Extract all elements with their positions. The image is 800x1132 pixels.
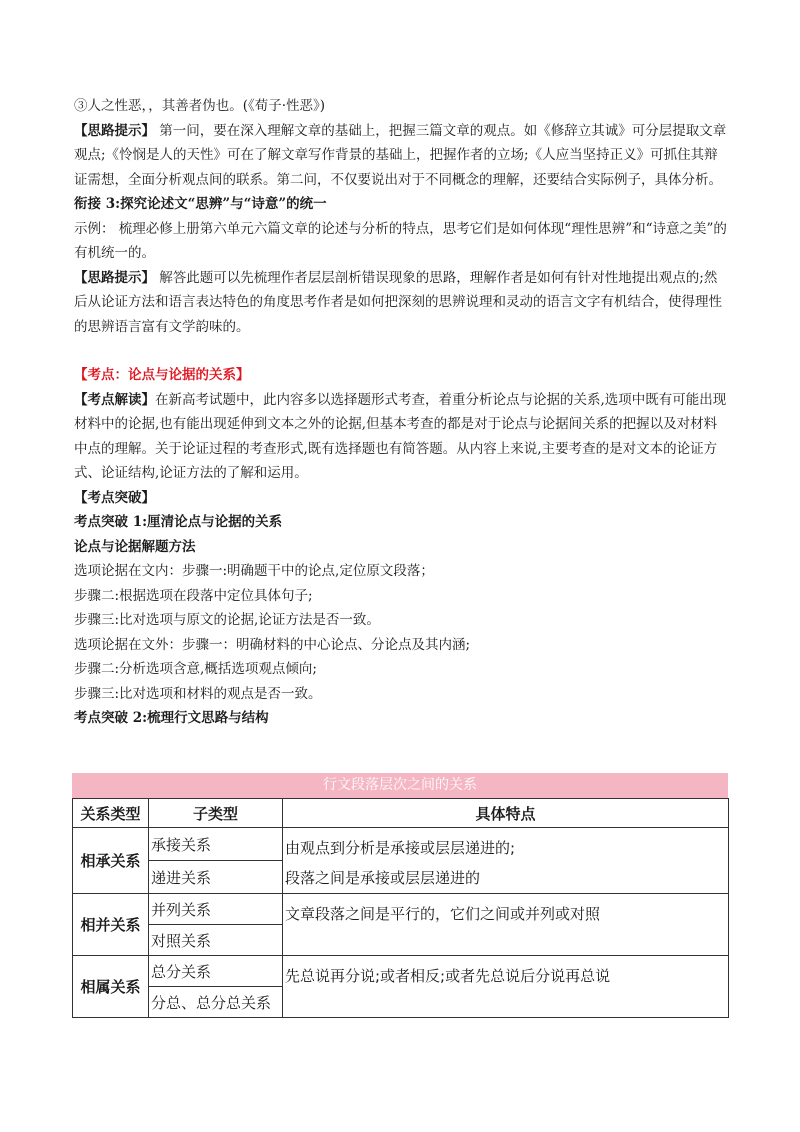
hint-text: 第一问，要在深入理解文章的基础上，把握三篇文章的观点。如《修辞立其诚》可分层提取文章观点;《怜悯是人的天性》可在了解文章写作背景的基础上，把握作者的立场;《人应当坚持正义》可抓住其辩证需想，全面分析观点间的联系。第二问，不仅要说出对于不同概念的理解，还要结合实际例子，具体分析。 [74, 122, 727, 188]
subtype-cell: 递进关系 [149, 861, 283, 894]
tupo-1-heading: 考点突破 1:厘清论点与论据的关系 [74, 514, 283, 530]
feature-line: 由观点到分析是承接或层层递进的; [285, 839, 516, 857]
step-line: 步骤二:分析选项含意,概括选项观点倾向; [74, 661, 317, 677]
hint-paragraph-2 [74, 266, 730, 340]
jiedu-label: 【考点解读】 [74, 391, 155, 408]
feature-cell [283, 956, 729, 1018]
feature-line: 文章段落之间是平行的，它们之间或并列或对照 [285, 905, 601, 923]
feature-line: 段落之间是承接或层层递进的 [285, 869, 481, 887]
relation-type-cell: 相并关系 [73, 894, 149, 956]
quote-line: ③人之性恶，，其善者伪也。(《荀子·性恶》) [74, 98, 326, 114]
step-line: 步骤三:比对选项和材料的观点是否一致。 [74, 685, 322, 702]
hint-paragraph-1 [74, 119, 730, 193]
hint-label: 【思路提示】 [74, 122, 155, 139]
table-row [73, 828, 729, 861]
subtype-cell: 并列关系 [149, 894, 283, 925]
hint-text: 解答此题可以先梳理作者层层剖析错误现象的思路，理解作者是如何有针对性地提出观点的;然后从论证方法和语言表达特色的角度思考作者是如何把深刻的思辨说理和灵动的语言文字有机结合，使得理性的思辨语言富有文学韵味的。 [74, 269, 722, 335]
header-cell: 子类型 [149, 799, 283, 828]
feature-cell [283, 894, 729, 956]
table-row [73, 956, 729, 987]
table-row [73, 894, 729, 925]
method-heading: 论点与论据解题方法 [74, 538, 196, 555]
subtype-cell: 承接关系 [149, 828, 283, 861]
example-paragraph: 示例： 梳理必修上册第六单元六篇文章的论述与分析的特点，思考它们是如何体现“理性思辨”和“诗意之美”的有机统一的。 [74, 220, 727, 261]
jiedu-text: 在新高考试题中，此内容多以选择题形式考查，着重分析论点与论据的关系,选项中既有可能出现材料中的论据,也有能出现延伸到文本之外的论据,但基本考查的都是对于论点与论据间关系的把握以及对材料中点的理解。关于论证过程的考查形式,既有选择题也有简答题。从内容上来说,主要考查的是对文本的论证方式、论证结构,论证方法的了解和运用。 [74, 391, 727, 481]
feature-cell [283, 828, 729, 894]
jiedu-paragraph [74, 388, 730, 486]
subtype-cell: 对照关系 [149, 925, 283, 956]
subtype-cell: 总分关系 [149, 956, 283, 987]
header-cell: 关系类型 [73, 799, 149, 828]
step-line: 选项论据在文内：步骤一:明确题干中的论点,定位原文段落； [74, 563, 434, 579]
step-line: 选项论据在文外：步骤一：明确材料的中心论点、分论点及其内涵; [74, 636, 471, 653]
step-line: 步骤二:根据选项在段落中定位具体句子; [74, 587, 313, 604]
table-header-row [73, 799, 729, 828]
kaodian-heading: 【考点：论点与论据的关系】 [74, 367, 250, 383]
feature-line: 先总说再分说;或者相反;或者先总说后分说再总说 [285, 967, 611, 985]
hint-label: 【思路提示】 [74, 269, 155, 286]
tupo-heading: 【考点突破】 [74, 489, 155, 506]
subtype-cell: 分总、总分总关系 [149, 987, 283, 1018]
relation-table-block [72, 773, 728, 1018]
header-cell: 具体特点 [283, 799, 729, 828]
relation-table [72, 798, 729, 1018]
document-body [74, 94, 730, 731]
step-line: 步骤三:比对选项与原文的论据,论证方法是否一致。 [74, 612, 380, 628]
relation-type-cell: 相属关系 [73, 956, 149, 1018]
tupo-2-heading: 考点突破 2:梳理行文思路与结构 [74, 710, 269, 726]
relation-type-cell: 相承关系 [73, 828, 149, 894]
table-title: 行文段落层次之间的关系 [72, 773, 728, 798]
section-heading-3: 衔接 3:探究论述文“思辨”与“诗意”的统一 [74, 196, 327, 212]
